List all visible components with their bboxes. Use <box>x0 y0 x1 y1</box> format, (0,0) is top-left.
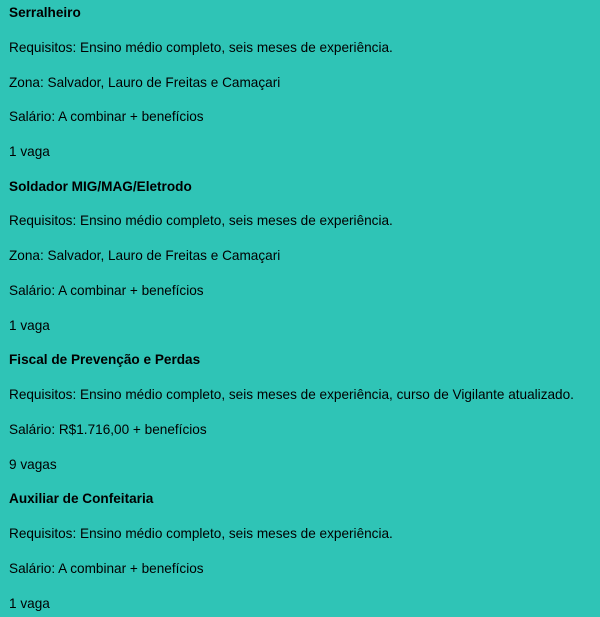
job-requirements: Requisitos: Ensino médio completo, seis meses de experiência, curso de Vigilante atualizado. <box>9 387 574 402</box>
job-zone: Zona: Salvador, Lauro de Freitas e Camaçari <box>9 75 281 90</box>
job-requirements: Requisitos: Ensino médio completo, seis meses de experiência. <box>9 213 393 228</box>
job-title: Serralheiro <box>9 5 81 20</box>
job-openings: 1 vaga <box>9 144 50 159</box>
job-salary: Salário: A combinar + benefícios <box>9 561 204 576</box>
job-openings: 9 vagas <box>9 457 57 472</box>
job-title: Soldador MIG/MAG/Eletrodo <box>9 179 192 194</box>
job-zone: Zona: Salvador, Lauro de Freitas e Camaçari <box>9 248 281 263</box>
job-salary: Salário: A combinar + benefícios <box>9 109 204 124</box>
job-requirements: Requisitos: Ensino médio completo, seis meses de experiência. <box>9 526 393 541</box>
job-salary: Salário: A combinar + benefícios <box>9 283 204 298</box>
job-salary: Salário: R$1.716,00 + benefícios <box>9 422 207 437</box>
job-title: Auxiliar de Confeitaria <box>9 491 154 506</box>
job-title: Fiscal de Prevenção e Perdas <box>9 352 201 367</box>
job-openings: 1 vaga <box>9 596 50 611</box>
job-requirements: Requisitos: Ensino médio completo, seis meses de experiência. <box>9 40 393 55</box>
job-openings: 1 vaga <box>9 318 50 333</box>
